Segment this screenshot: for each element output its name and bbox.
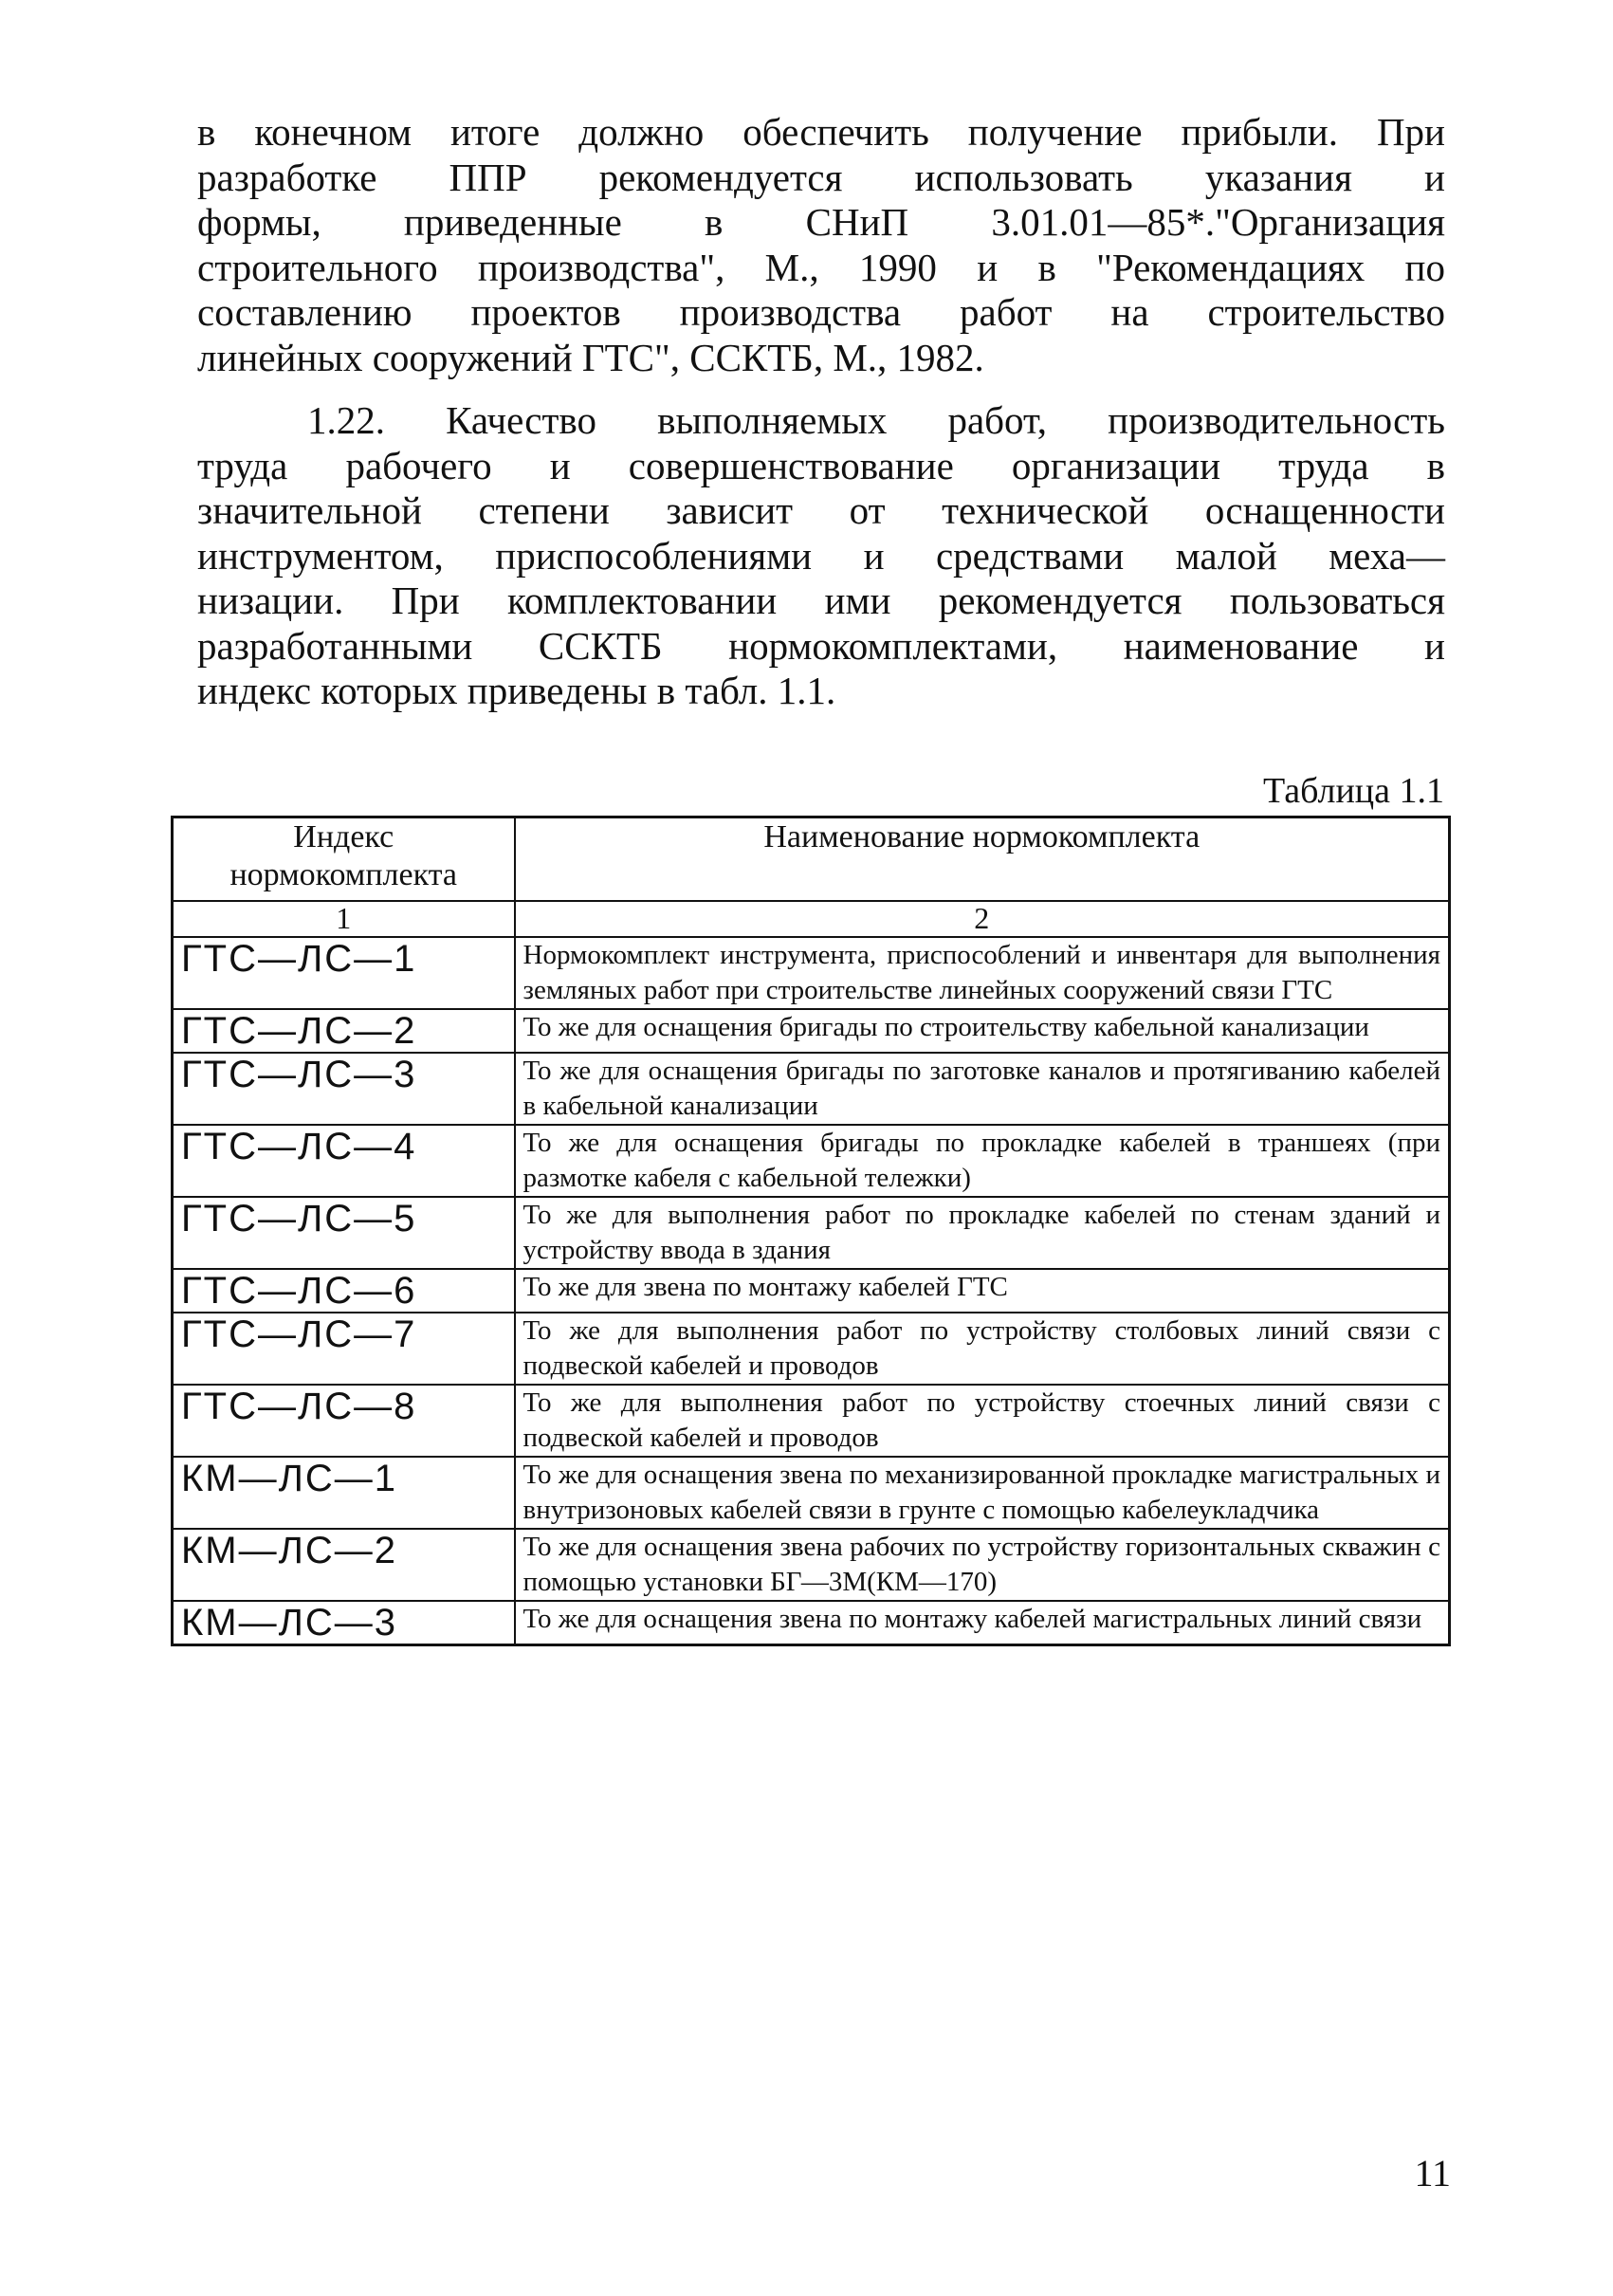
page-number: 11 <box>1414 2152 1451 2195</box>
normokit-index: ГТС—ЛС—4 <box>173 1125 515 1197</box>
normokit-name: То же для оснащения бригады по строительству кабельной канализации <box>515 1009 1450 1053</box>
table-caption: Таблица 1.1 <box>1262 771 1444 811</box>
normokit-index: КМ—ЛС—1 <box>173 1457 515 1529</box>
table-row <box>173 1385 1450 1457</box>
normokit-name: То же для оснащения звена рабочих по устройству горизонтальных скважин с помощью установки БГ—3М(КМ—170) <box>515 1529 1450 1601</box>
normokit-name: То же для оснащения бригады по прокладке кабелей в траншеях (при размотке кабеля с кабельной тележки) <box>515 1125 1450 1197</box>
table-row <box>173 1529 1450 1601</box>
text-line: разработке ППР рекомендуется использовать указания и <box>197 155 1445 199</box>
normokit-index: КМ—ЛС—3 <box>173 1601 515 1645</box>
normokit-name: То же для выполнения работ по устройству столбовых линий связи с подвеской кабелей и проводов <box>515 1313 1450 1385</box>
table-row <box>173 1053 1450 1125</box>
normokit-index: ГТС—ЛС—8 <box>173 1385 515 1457</box>
text-line: труда рабочего и совершенствование организации труда в <box>197 443 1445 487</box>
column-number-1: 1 <box>173 901 515 937</box>
table-row <box>173 1313 1450 1385</box>
table-row <box>173 1009 1450 1053</box>
header-name: Наименование нормокомплекта <box>515 817 1450 902</box>
text-line: строительного производства", М., 1990 и в "Рекомендациях по <box>197 245 1445 289</box>
text-line: разработанными ССКТБ нормокомплектами, наименование и <box>197 623 1445 668</box>
normokit-index: ГТС—ЛС—6 <box>173 1269 515 1313</box>
normokit-name: То же для звена по монтажу кабелей ГТС <box>515 1269 1450 1313</box>
text-line: формы, приведенные в СНиП 3.01.01—85*."Организация <box>197 200 1445 244</box>
text-line: составлению проектов производства работ на строительство <box>197 290 1445 334</box>
normokit-table <box>171 816 1451 1646</box>
column-number-2: 2 <box>515 901 1450 937</box>
text-line: 1.22. Качество выполняемых работ, производительность <box>307 398 1445 442</box>
header-index: Индекс нормокомплекта <box>173 817 515 902</box>
paragraph-intro <box>197 110 1445 380</box>
normokit-name: То же для оснащения бригады по заготовке каналов и протягиванию кабелей в кабельной канализации <box>515 1053 1450 1125</box>
text-line: инструментом, приспособлениями и средствами малой меха— <box>197 533 1445 578</box>
normokit-index: КМ—ЛС—2 <box>173 1529 515 1601</box>
table-row <box>173 1601 1450 1645</box>
table-row <box>173 1197 1450 1269</box>
table-header-row <box>173 817 1450 902</box>
text-line: индекс которых приведены в табл. 1.1. <box>197 669 836 712</box>
column-number-row <box>173 901 1450 937</box>
text-line: низации. При комплектовании ими рекомендуется пользоваться <box>197 579 1445 622</box>
table-row <box>173 1457 1450 1529</box>
normokit-index: ГТС—ЛС—2 <box>173 1009 515 1053</box>
normokit-index: ГТС—ЛС—3 <box>173 1053 515 1125</box>
normokit-name: То же для оснащения звена по монтажу кабелей магистральных линий связи <box>515 1601 1450 1645</box>
normokit-index: ГТС—ЛС—1 <box>173 937 515 1009</box>
table-row <box>173 1269 1450 1313</box>
text-line: линейных сооружений ГТС", ССКТБ, М., 1982. <box>197 335 984 379</box>
text-line: значительной степени зависит от технической оснащенности <box>197 488 1445 532</box>
normokit-name: Нормокомплект инструмента, приспособлений и инвентаря для выполнения земляных работ при строительстве линейных сооружений связи ГТС <box>515 937 1450 1009</box>
normokit-name: То же для оснащения звена по механизированной прокладке магистральных и внутризоновых кабелей связи в грунте с помощью кабелеукладчика <box>515 1457 1450 1529</box>
normokit-name: То же для выполнения работ по прокладке кабелей по стенам зданий и устройству ввода в здания <box>515 1197 1450 1269</box>
paragraph-1-22 <box>197 398 1445 714</box>
normokit-index: ГТС—ЛС—5 <box>173 1197 515 1269</box>
normokit-name: То же для выполнения работ по устройству стоечных линий связи с подвеской кабелей и проводов <box>515 1385 1450 1457</box>
text-line: в конечном итоге должно обеспечить получение прибыли. При <box>197 110 1445 154</box>
table-row <box>173 1125 1450 1197</box>
table-row <box>173 937 1450 1009</box>
normokit-index: ГТС—ЛС—7 <box>173 1313 515 1385</box>
